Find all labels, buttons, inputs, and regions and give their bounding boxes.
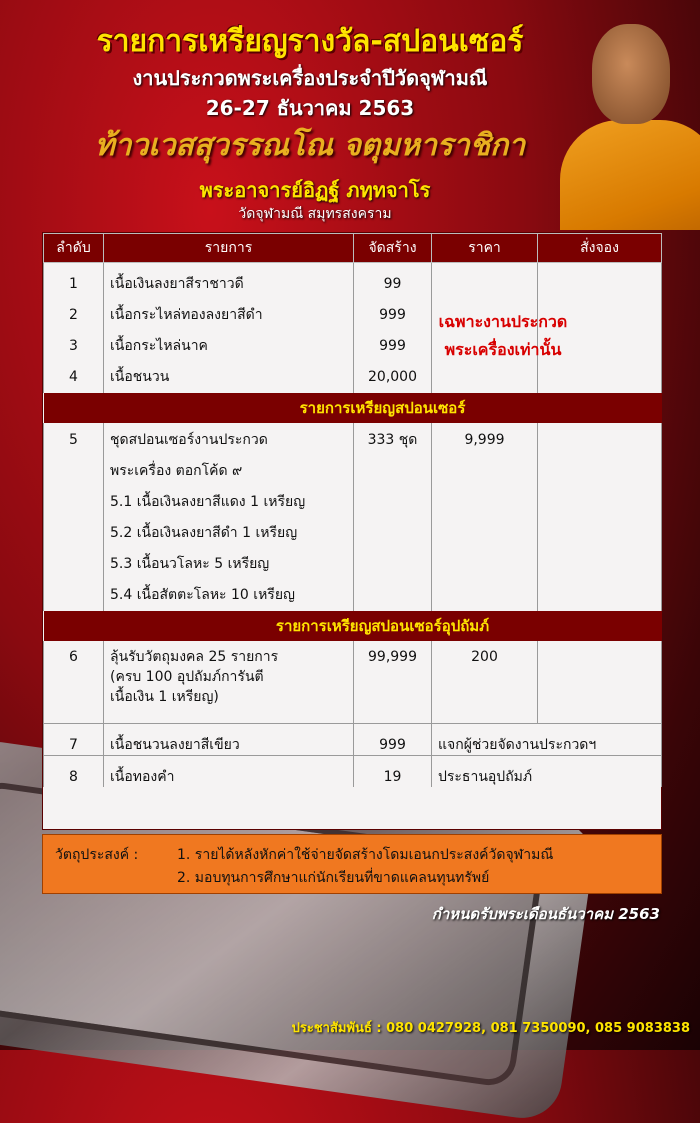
- exclusive-note-line: เฉพาะงานประกวด: [438, 312, 568, 331]
- row-item-line: ลุ้นรับวัตถุมงคล 25 รายการ: [110, 649, 279, 665]
- row-item: เนื้อกระไหล่ทองลงยาสีดำ: [110, 307, 263, 323]
- row-item: เนื้อกระไหล่นาค: [110, 338, 208, 354]
- objectives-label: วัตถุประสงค์ :: [55, 847, 139, 863]
- row-no: 8: [69, 769, 78, 785]
- row-item-line: 5.2 เนื้อเงินลงยาสีดำ 1 เหรียญ: [110, 525, 298, 541]
- exclusive-note: [398, 308, 608, 364]
- row-item-line: เนื้อเงิน 1 เหรียญ): [110, 689, 219, 705]
- table-row: [44, 641, 662, 724]
- section-header-sponsor: [44, 393, 662, 423]
- robe-shape: [560, 120, 700, 230]
- col-header-no: ลำดับ: [44, 234, 104, 263]
- row-qty: 999: [379, 338, 406, 354]
- row-no: 7: [69, 737, 78, 753]
- row-no: 3: [69, 338, 78, 354]
- col-header-qty: จัดสร้าง: [354, 234, 432, 263]
- row-item: เนื้อชนวน: [110, 369, 170, 385]
- row-item-line: 5.1 เนื้อเงินลงยาสีแดง 1 เหรียญ: [110, 494, 306, 510]
- row-note: ประธานอุปถัมภ์: [438, 769, 533, 785]
- table-row: [44, 756, 662, 788]
- row-qty: 99,999: [368, 649, 417, 665]
- row-no: 4: [69, 369, 78, 385]
- row-note: แจกผู้ช่วยจัดงานประกวดฯ: [438, 737, 597, 753]
- objectives-box: [42, 834, 662, 894]
- section-title-sponsor: รายการเหรียญสปอนเซอร์: [104, 393, 662, 423]
- exclusive-note-line: พระเครื่องเท่านั้น: [444, 340, 562, 359]
- row-item-line: พระเครื่อง ตอกโค้ด ๙: [110, 463, 243, 479]
- temple-name: วัดจุฬามณี สมุทรสงคราม: [238, 206, 392, 222]
- col-header-item: รายการ: [104, 234, 354, 263]
- row-item-line: 5.4 เนื้อสัตตะโลหะ 10 เหรียญ: [110, 587, 295, 603]
- head-shape: [592, 24, 670, 124]
- monk-portrait: [560, 10, 700, 230]
- row-no: 2: [69, 307, 78, 323]
- monk-name: พระอาจารย์อิฏฐ์ ภทฺทจาโร: [199, 178, 431, 202]
- contact-info: ประชาสัมพันธ์ : 080 0427928, 081 7350090, 085 9083838: [291, 1021, 690, 1036]
- page-title: รายการเหรียญรางวัล-สปอนเซอร์: [96, 24, 524, 59]
- row-qty: 333 ชุด: [367, 432, 418, 448]
- event-subtitle: งานประกวดพระเครื่องประจำปีวัดจุฬามณี: [132, 66, 488, 90]
- table-row: [44, 724, 662, 756]
- table-row: [44, 423, 662, 611]
- objective-item: 1. รายได้หลังหักค่าใช้จ่ายจัดสร้างโดมเอนกประสงค์วัดจุฬามณี: [177, 847, 554, 863]
- row-item-line: (ครบ 100 อุปถัมภ์การันตี: [110, 669, 264, 685]
- section-header-patron: [44, 611, 662, 641]
- poster-header: [0, 0, 700, 230]
- table-header-row: [44, 234, 662, 263]
- row-item: เนื้อชนวนลงยาสีเขียว: [110, 737, 240, 753]
- row-qty: 999: [379, 737, 406, 753]
- col-header-order: สั่งจอง: [538, 234, 662, 263]
- col-header-price: ราคา: [432, 234, 538, 263]
- objective-item: 2. มอบทุนการศึกษาแก่นักเรียนที่ขาดแคลนทุนทรัพย์: [177, 870, 490, 886]
- row-qty: 19: [383, 769, 402, 785]
- row-item-line: ชุดสปอนเซอร์งานประกวด: [110, 432, 268, 448]
- row-price: 9,999: [464, 432, 505, 448]
- row-item: เนื้อเงินลงยาสีราชาวดี: [110, 276, 244, 292]
- script-title: ท้าวเวสสุวรรณโณ จตุมหาราชิกา: [94, 128, 526, 163]
- deadline-text: กำหนดรับพระเดือนธันวาคม 2563: [431, 905, 660, 923]
- row-qty: 20,000: [368, 369, 417, 385]
- row-item: เนื้อทองคำ: [110, 769, 175, 785]
- section-title-patron: รายการเหรียญสปอนเซอร์อุปถัมภ์: [104, 611, 662, 641]
- row-item-line: 5.3 เนื้อนวโลหะ 5 เหรียญ: [110, 556, 270, 572]
- row-qty: 999: [379, 307, 406, 323]
- row-no: 5: [69, 432, 78, 448]
- row-no: 6: [69, 649, 78, 665]
- row-no: 1: [69, 276, 78, 292]
- row-price: 200: [471, 649, 498, 665]
- row-qty: 99: [383, 276, 402, 292]
- event-date: 26-27 ธันวาคม 2563: [205, 96, 415, 120]
